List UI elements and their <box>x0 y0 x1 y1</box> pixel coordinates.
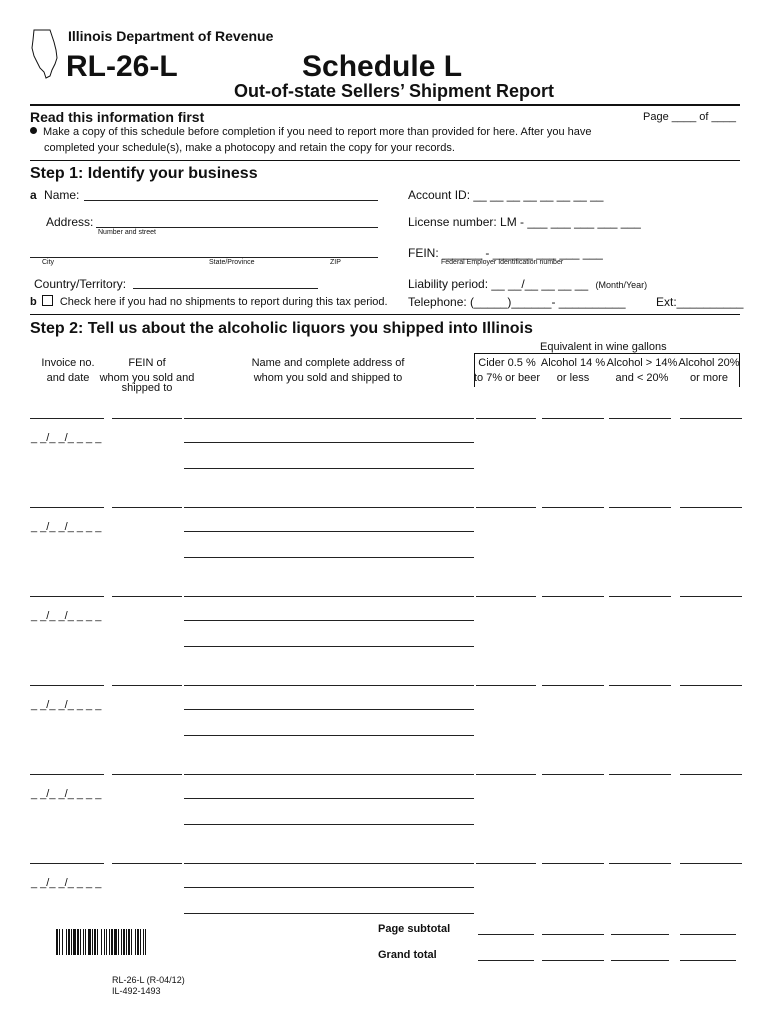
barcode-bar <box>73 929 76 955</box>
row-1-invoice-input[interactable] <box>30 418 104 419</box>
row-6-address-line-1[interactable] <box>184 887 474 888</box>
barcode-bar <box>59 929 60 955</box>
row-2-address-line-2[interactable] <box>184 557 474 558</box>
barcode-bar <box>66 929 67 955</box>
row-2-fein-input[interactable] <box>112 507 182 508</box>
col-fein-line1: FEIN of <box>128 357 166 369</box>
fein-caption: Federal Employer Identification number <box>441 259 564 266</box>
row-1-cider-input[interactable] <box>476 418 536 419</box>
step2-divider <box>30 314 740 315</box>
subtotal-alc20-input[interactable] <box>680 934 736 935</box>
address-label: Address: <box>46 215 94 229</box>
col-alc20-header <box>676 357 742 384</box>
col-cider-header <box>474 357 540 384</box>
liability-period-row[interactable] <box>408 277 647 291</box>
name-row <box>30 188 79 202</box>
col-fein-line3: shipped to <box>121 382 173 394</box>
col-alc14-header <box>540 357 606 384</box>
row-1-address-line-1[interactable] <box>184 442 474 443</box>
barcode-bar <box>123 929 125 955</box>
barcode-bar <box>94 929 96 955</box>
barcode-bar <box>114 929 117 955</box>
row-2-address-line-1[interactable] <box>184 531 474 532</box>
instruction-bullet <box>30 126 592 138</box>
name-input[interactable] <box>84 200 378 201</box>
col-cider-line2: to 7% or beer <box>474 372 541 384</box>
row-2-alc14-input[interactable] <box>542 507 604 508</box>
agency-name: Illinois Department of Revenue <box>68 28 274 44</box>
row-4-alc14-20-input[interactable] <box>609 685 671 686</box>
liability-period-field[interactable]: Liability period: __ __/__ __ __ __ <box>408 277 589 291</box>
row-3-alc14-input[interactable] <box>542 596 604 597</box>
number-street-caption: Number and street <box>98 229 156 236</box>
telephone-field[interactable]: Telephone: (_____)______- __________ <box>408 295 626 309</box>
col-invoice-line1: Invoice no. <box>41 357 95 369</box>
subtotal-alc14-20-input[interactable] <box>611 934 669 935</box>
barcode-bar <box>121 929 122 955</box>
col-fein-header <box>94 357 200 394</box>
row-3-address-line-2[interactable] <box>184 646 474 647</box>
barcode-bar <box>131 929 132 955</box>
col-alc14-20-line2: and < 20% <box>615 372 669 384</box>
step2-heading: Step 2: Tell us about the alcoholic liquors you shipped into Illinois <box>30 320 533 337</box>
row-1-fein-input[interactable] <box>112 418 182 419</box>
row-6-alc14-input[interactable] <box>542 863 604 864</box>
row-2-alc20-input[interactable] <box>680 507 742 508</box>
barcode-bar <box>137 929 139 955</box>
form-id: RL-26-L <box>66 50 178 83</box>
fein-field[interactable]: FEIN: ______ - ______ ___ ___ ___ <box>408 246 603 260</box>
row-4-cider-input[interactable] <box>476 685 536 686</box>
row-6-address-line-2[interactable] <box>184 913 474 914</box>
row-4-alc20-input[interactable] <box>680 685 742 686</box>
row-6-cider-input[interactable] <box>476 863 536 864</box>
equiv-bracket-top <box>474 353 740 354</box>
form-subtitle: Out-of-state Sellers’ Shipment Report <box>234 81 555 101</box>
barcode-bar <box>128 929 130 955</box>
step1-divider <box>30 160 740 161</box>
row-6-fein-input[interactable] <box>112 863 182 864</box>
col-alc20-line1: Alcohol 20% <box>678 357 740 369</box>
month-year-caption: (Month/Year) <box>595 280 648 290</box>
col-name-line2: whom you sold and shipped to <box>253 372 403 384</box>
barcode-bar <box>92 929 93 955</box>
row-4-fein-input[interactable] <box>112 685 182 686</box>
a-label: a <box>30 188 37 202</box>
row-3-address-line-1[interactable] <box>184 620 474 621</box>
row-4-address-line-1[interactable] <box>184 709 474 710</box>
name-label: Name: <box>44 188 80 202</box>
step1-heading: Step 1: Identify your business <box>30 165 258 182</box>
row-5-fein-input[interactable] <box>112 774 182 775</box>
row-5-alc14-input[interactable] <box>542 774 604 775</box>
row-3-alc14-20-input[interactable] <box>609 596 671 597</box>
equiv-wine-gallons: Equivalent in wine gallons <box>540 341 667 353</box>
row-1-name-input[interactable] <box>184 418 474 419</box>
city-caption: City <box>42 259 55 266</box>
row-5-address-line-2[interactable] <box>184 824 474 825</box>
row-1-alc14-20-input[interactable] <box>609 418 671 419</box>
row-5-alc20-input[interactable] <box>680 774 742 775</box>
account-id-field[interactable]: Account ID: __ __ __ __ __ __ __ __ <box>408 188 604 202</box>
row-3-fein-input[interactable] <box>112 596 182 597</box>
barcode-bar <box>143 929 144 955</box>
address-street-input[interactable] <box>96 227 378 228</box>
grand-total-alc14-input[interactable] <box>542 960 604 961</box>
col-name-header <box>228 357 428 384</box>
row-1-alc14-input[interactable] <box>542 418 604 419</box>
row-4-invoice-input[interactable] <box>30 685 104 686</box>
row-6-invoice-input[interactable] <box>30 863 104 864</box>
row-3-name-input[interactable] <box>184 596 474 597</box>
col-alc20-line2: or more <box>690 372 728 384</box>
col-alc14-20-header <box>606 357 678 384</box>
row-1-alc20-input[interactable] <box>680 418 742 419</box>
no-shipments-checkbox[interactable] <box>42 295 53 306</box>
row-2-alc14-20-input[interactable] <box>609 507 671 508</box>
instruction-line-1: Make a copy of this schedule before completion if you need to report more than provided for here. After you have <box>43 126 592 138</box>
row-3-invoice-input[interactable] <box>30 596 104 597</box>
barcode-bar <box>85 929 86 955</box>
barcode-icon <box>56 929 182 955</box>
col-alc14-line1: Alcohol 14 % <box>540 357 606 369</box>
barcode-bar <box>88 929 91 955</box>
row-6-name-input[interactable] <box>184 863 474 864</box>
barcode-bar <box>77 929 79 955</box>
col-alc14-line2: or less <box>556 372 590 384</box>
zip-caption: ZIP <box>330 259 341 266</box>
grand-total-label: Grand total <box>378 949 437 961</box>
row-5-address-line-1[interactable] <box>184 798 474 799</box>
row-4-name-input[interactable] <box>184 685 474 686</box>
form-revision: RL-26-L (R-04/12) <box>112 975 185 985</box>
barcode-bar <box>109 929 110 955</box>
b-label: b <box>30 296 37 308</box>
schedule-title: Schedule L <box>302 50 463 83</box>
barcode-bar <box>106 929 107 955</box>
row-6-alc14-20-input[interactable] <box>609 863 671 864</box>
barcode-bar <box>68 929 70 955</box>
no-shipments-row <box>30 295 388 308</box>
license-number-field[interactable]: License number: LM - ___ ___ ___ ___ ___ <box>408 215 641 229</box>
barcode-bar <box>101 929 102 955</box>
grand-total-cider-input[interactable] <box>478 960 534 961</box>
no-shipments-label: Check here if you had no shipments to report during this tax period. <box>59 296 388 308</box>
header-divider <box>30 104 740 106</box>
country-input[interactable] <box>133 288 318 289</box>
page-of-field[interactable]: Page ____ of ____ <box>643 111 736 123</box>
barcode-bar <box>80 929 81 955</box>
row-5-alc14-20-input[interactable] <box>609 774 671 775</box>
barcode-bar <box>56 929 58 955</box>
row-3-alc20-input[interactable] <box>680 596 742 597</box>
subtotal-cider-input[interactable] <box>478 934 534 935</box>
row-5-invoice-input[interactable] <box>30 774 104 775</box>
instruction-line-2: completed your schedule(s), make a photocopy and retain the copy for your records. <box>44 142 455 154</box>
state-caption: State/Province <box>209 259 255 266</box>
invoice-date-field[interactable]: _ _/_ _/_ _ _ _ <box>31 610 102 622</box>
bullet-icon <box>30 127 37 134</box>
grand-total-alc14-20-input[interactable] <box>611 960 669 961</box>
col-cider-line1: Cider 0.5 % <box>478 357 536 369</box>
row-5-name-input[interactable] <box>184 774 474 775</box>
row-1-address-line-2[interactable] <box>184 468 474 469</box>
country-label: Country/Territory: <box>34 277 127 291</box>
barcode-bar <box>135 929 136 955</box>
invoice-date-field[interactable]: _ _/_ _/_ _ _ _ <box>31 521 102 533</box>
barcode-bar <box>104 929 105 955</box>
extension-field[interactable]: Ext:__________ <box>656 295 744 309</box>
barcode-bar <box>145 929 146 955</box>
form-code: IL-492-1493 <box>112 986 161 996</box>
col-invoice-line2: and date <box>46 372 90 384</box>
barcode-bar <box>118 929 119 955</box>
col-fein-line2: whom you sold and <box>99 372 195 384</box>
row-6-alc20-input[interactable] <box>680 863 742 864</box>
row-2-name-input[interactable] <box>184 507 474 508</box>
invoice-date-field[interactable]: _ _/_ _/_ _ _ _ <box>31 877 102 889</box>
invoice-date-field[interactable]: _ _/_ _/_ _ _ _ <box>31 699 102 711</box>
barcode-bar <box>111 929 113 955</box>
barcode-bar <box>126 929 127 955</box>
barcode-bar <box>97 929 98 955</box>
col-name-line1: Name and complete address of <box>251 357 405 369</box>
row-2-cider-input[interactable] <box>476 507 536 508</box>
barcode-bar <box>83 929 84 955</box>
row-3-cider-input[interactable] <box>476 596 536 597</box>
row-5-cider-input[interactable] <box>476 774 536 775</box>
read-first-heading: Read this information first <box>30 109 205 125</box>
row-2-invoice-input[interactable] <box>30 507 104 508</box>
page-subtotal-label: Page subtotal <box>378 923 451 935</box>
invoice-date-field[interactable]: _ _/_ _/_ _ _ _ <box>31 788 102 800</box>
row-4-alc14-input[interactable] <box>542 685 604 686</box>
illinois-outline-icon <box>30 28 60 80</box>
address-city-input[interactable] <box>30 257 378 258</box>
invoice-date-field[interactable]: _ _/_ _/_ _ _ _ <box>31 432 102 444</box>
row-4-address-line-2[interactable] <box>184 735 474 736</box>
col-alc14-20-line1: Alcohol > 14% <box>606 357 678 369</box>
barcode-bar <box>71 929 72 955</box>
subtotal-alc14-input[interactable] <box>542 934 604 935</box>
barcode-bar <box>62 929 63 955</box>
barcode-bar <box>140 929 141 955</box>
grand-total-alc20-input[interactable] <box>680 960 736 961</box>
